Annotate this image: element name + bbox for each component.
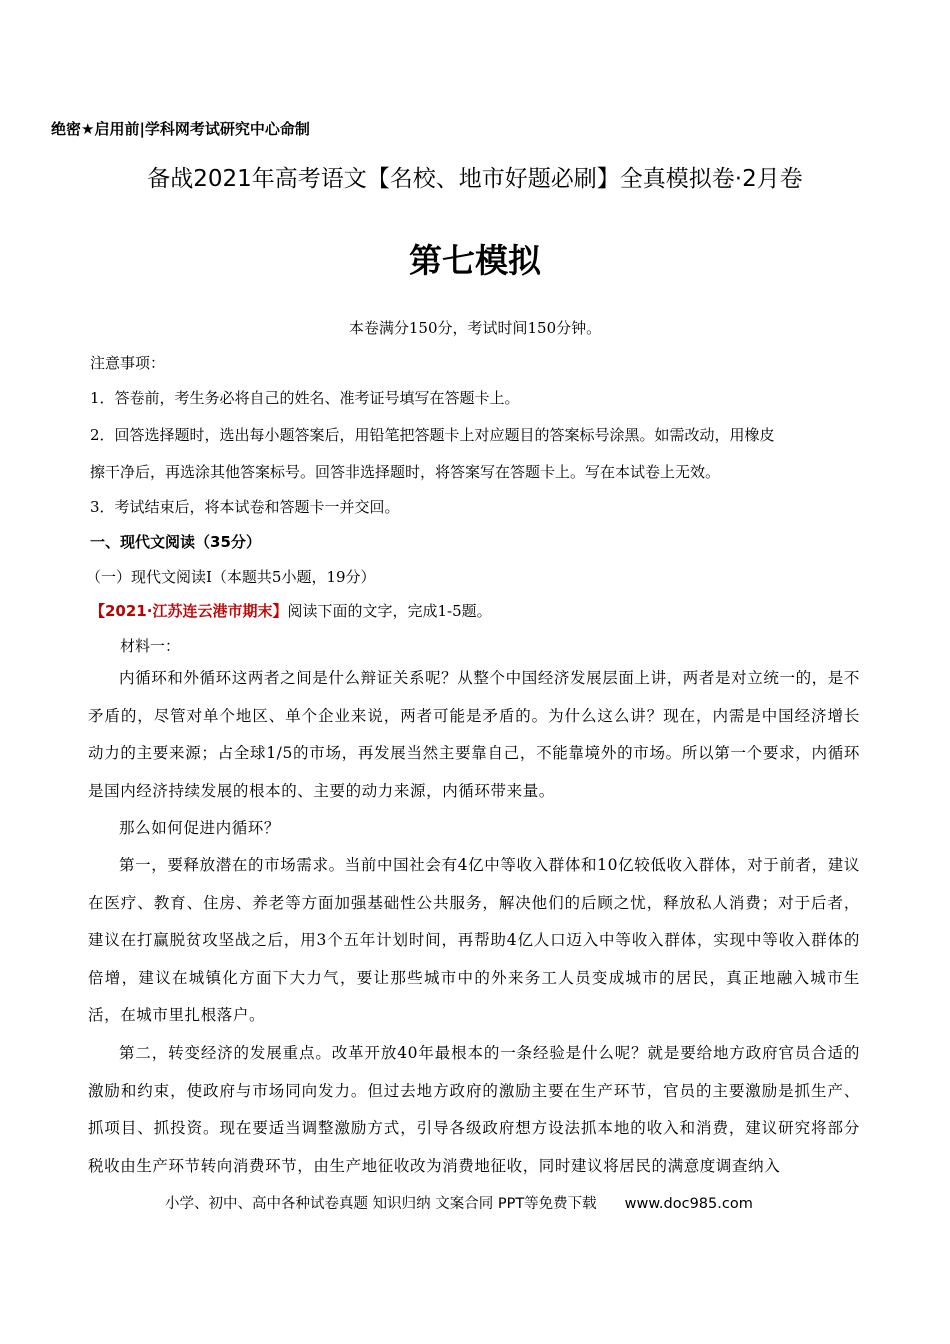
exam-subtitle: 第七模拟 [409,241,541,280]
sub-section-heading: （一）现代文阅读Ⅰ（本题共5小题，19分） [86,568,376,586]
footer-text: 小学、初中、高中各种试卷真题 知识归纳 文案合同 PPT等免费下载 [165,1196,597,1212]
note-item-2-cont: 擦干净后，再选涂其他答案标号。回答非选择题时，将答案写在答题卡上。写在本试卷上无效。 [90,463,721,481]
paragraph-2: 那么如何促进内循环？ [119,819,281,837]
confidential-label: 绝密★启用前|学科网考试研究中心命制 [51,120,310,138]
note-item-2: 2．回答选择题时，选出每小题答案后，用铅笔把答题卡上对应题目的答案标号涂黑。如需改动，用橡皮 [90,426,775,444]
paragraph-4: 第二，转变经济的发展重点。改革开放40年最根本的一条经验是什么呢？就是要给地方政府官员合适的激励和约束，使政府与市场同向发力。但过去地方政府的激励主要在生产环节，官员的主要激励是抓生产、抓项目、抓投资。现在要适当调整激励方式，引导各级政府想方设法抓本地的收入和消费，建议研究将部分税收由生产环节转向消费环节，由生产地征收改为消费地征收，同时建议将居民的满意度调查纳入 [88,1044,860,1175]
notes-heading: 注意事项： [90,354,166,372]
note-item-1: 1．答卷前，考生务必将自己的姓名、准考证号填写在答题卡上。 [90,389,520,407]
exam-title: 备战2021年高考语文【名校、地市好题必刷】全真模拟卷·2月卷 [147,166,803,192]
footer [165,1192,753,1213]
question-intro [90,600,492,621]
paragraph-1: 内循环和外循环这两者之间是什么辩证关系呢？从整个中国经济发展层面上讲，两者是对立统一的，是不矛盾的，尽管对单个地区、单个企业来说，两者可能是矛盾的。为什么这么讲？现在，内需是中国经济增长动力的主要来源；占全球1/5的市场，再发展当然主要靠自己，不能靠境外的市场。所以第一个要求，内循环是国内经济持续发展的根本的、主要的动力来源，内循环带来量。 [88,669,860,800]
paragraph-3: 第一，要释放潜在的市场需求。当前中国社会有4亿中等收入群体和10亿较低收入群体，对于前者，建议在医疗、教育、住房、养老等方面加强基础性公共服务，解决他们的后顾之忧，释放私人消费；对于后者，建议在打赢脱贫攻坚战之后，用3个五年计划时间，再帮助4亿人口迈入中等收入群体，实现中等收入群体的倍增，建议在城镇化方面下大力气，要让那些城市中的外来务工人员变成城市的居民，真正地融入城市生活，在城市里扎根落户。 [88,856,860,1024]
note-item-3: 3．考试结束后，将本试卷和答题卡一并交回。 [90,498,400,516]
source-tag: 【2021·江苏连云港市期末】 [90,602,288,620]
material-label: 材料一： [120,637,181,655]
footer-url[interactable]: www.doc985.com [624,1196,753,1212]
section-heading: 一、现代文阅读（35分） [90,533,261,551]
instruction-text: 阅读下面的文字，完成1-5题。 [287,602,492,620]
exam-info: 本卷满分150分，考试时间150分钟。 [348,319,602,337]
